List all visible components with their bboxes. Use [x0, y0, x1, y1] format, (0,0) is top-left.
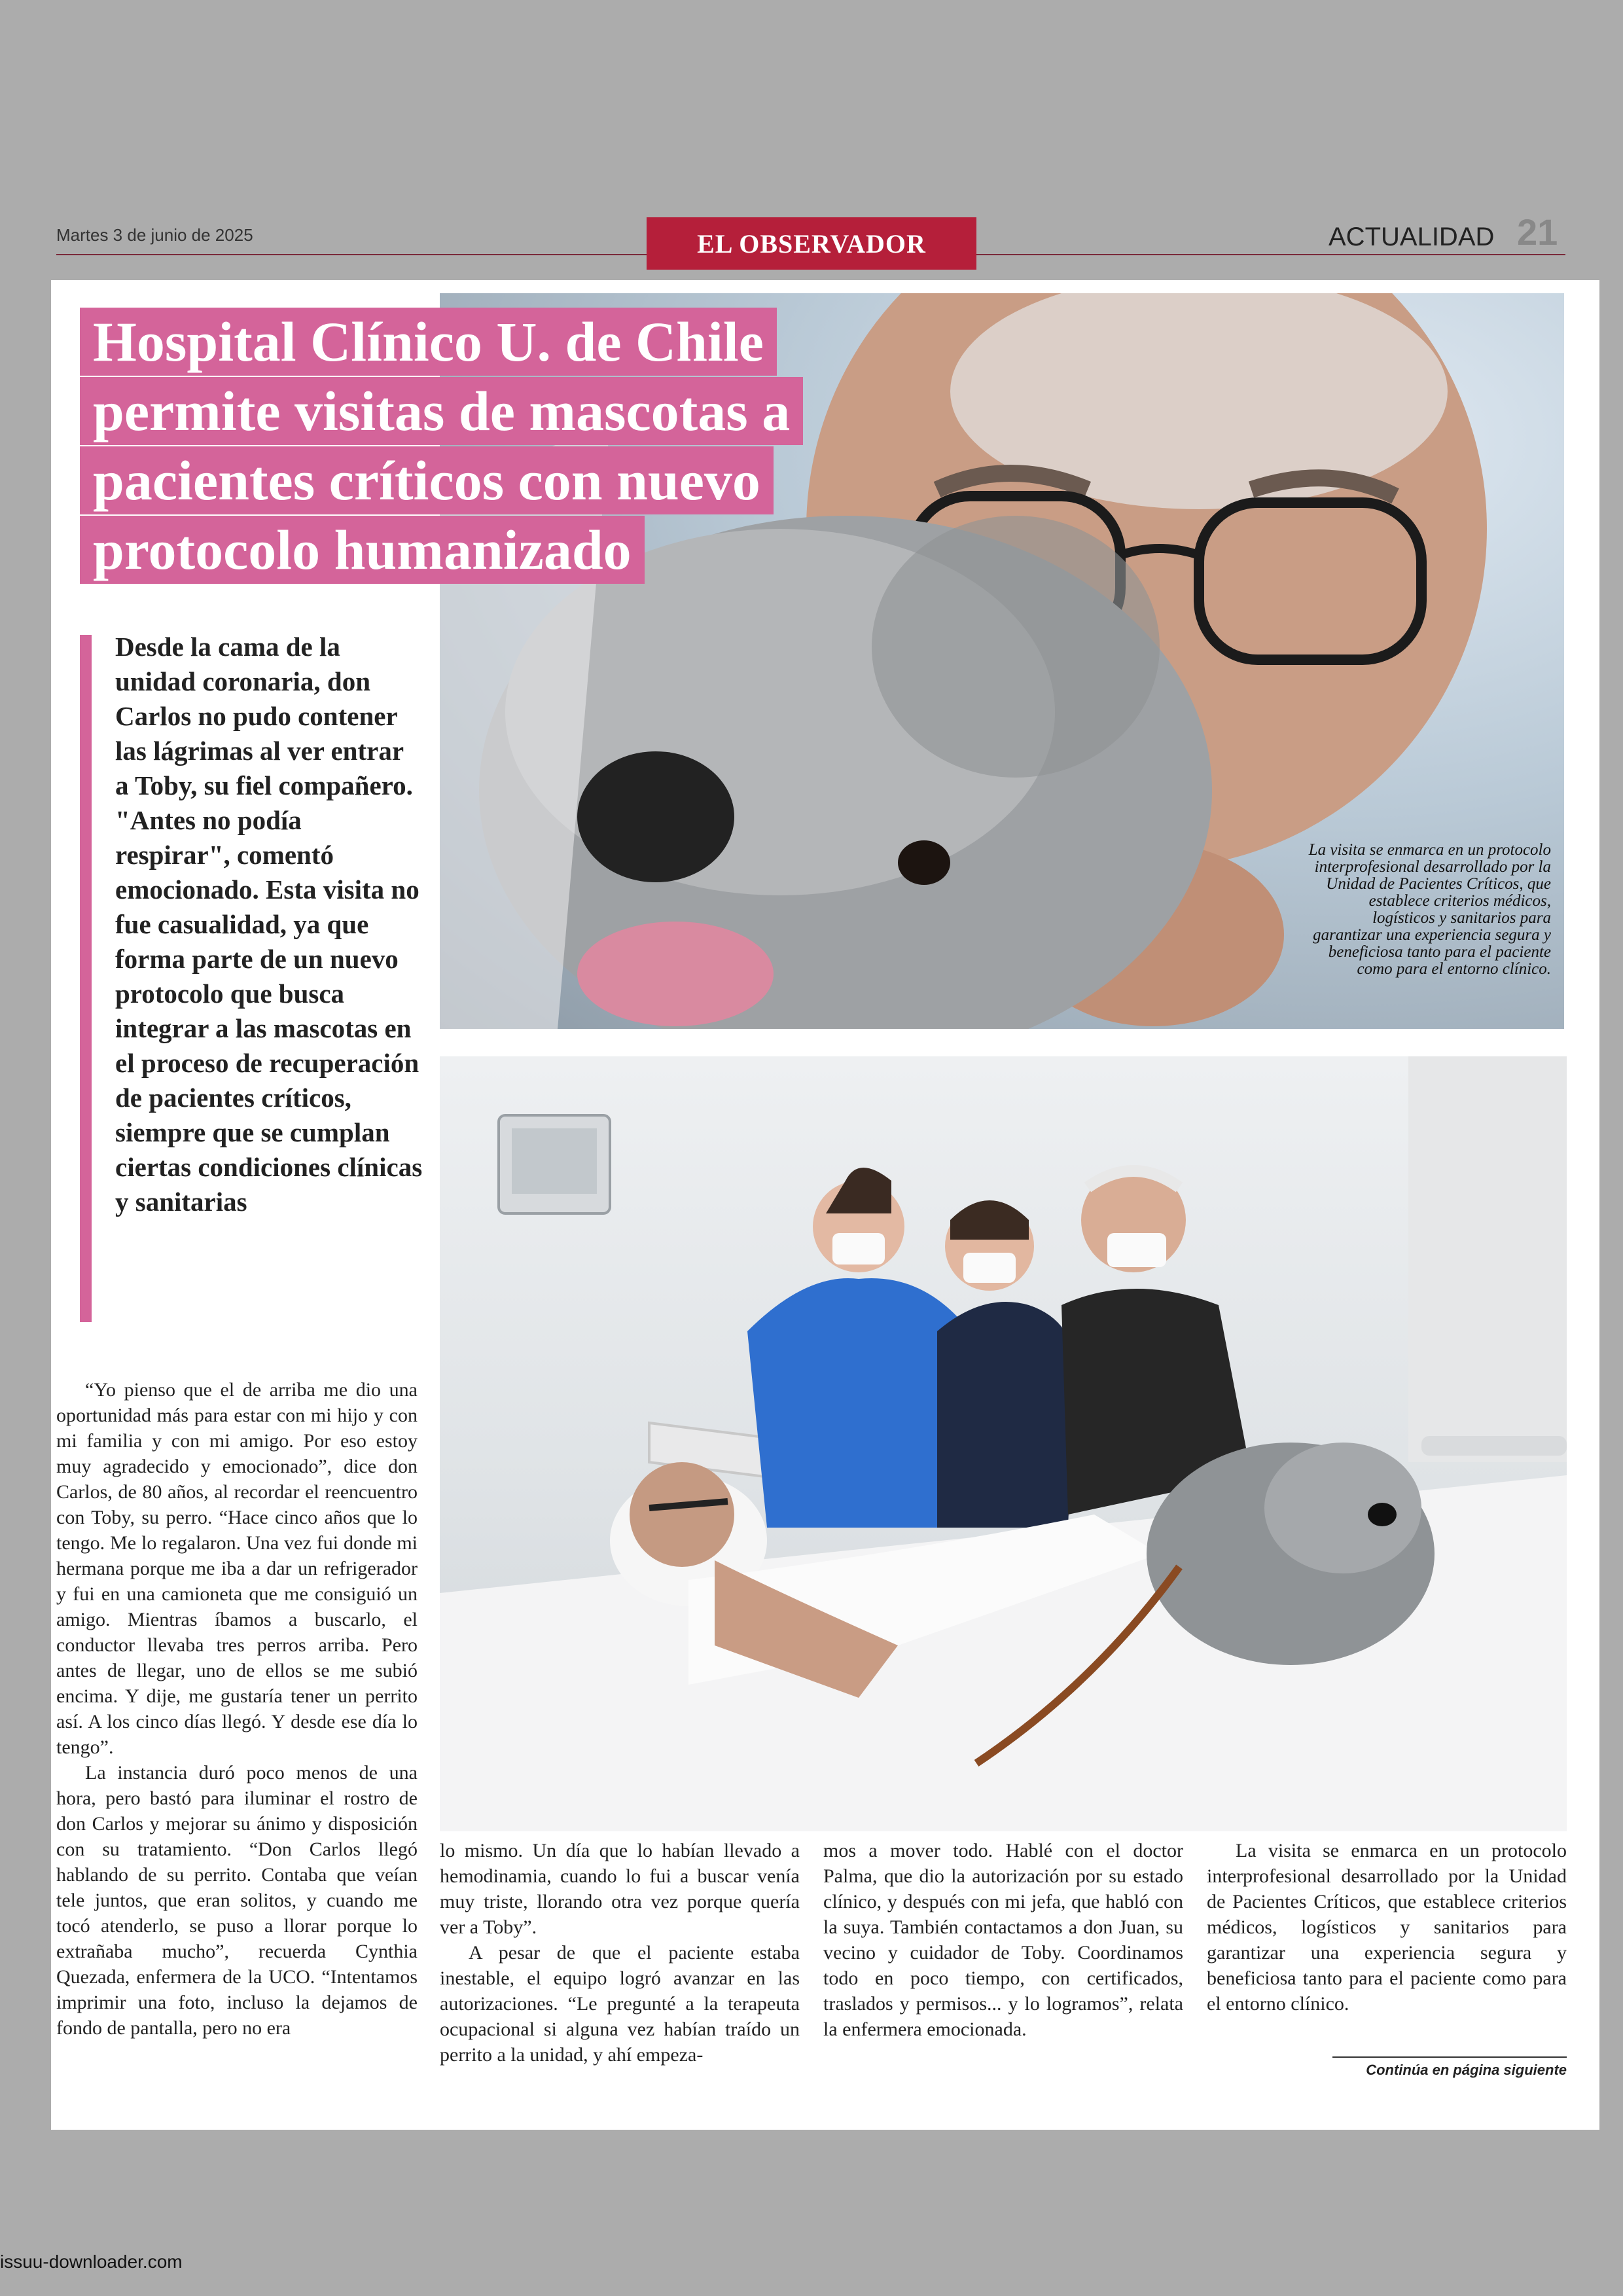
- headline-line: pacientes críticos con nuevo: [80, 446, 774, 514]
- section-label: ACTUALIDAD: [1329, 223, 1495, 251]
- watermark: issuu-downloader.com: [0, 2251, 183, 2272]
- headline: [80, 308, 803, 585]
- article-column-1: [56, 1377, 418, 2041]
- article-column-3: [823, 1838, 1183, 2042]
- lede: Desde la cama de la unidad coronaria, don Carlos no pudo contener las lágrimas al ver entrar a Toby, su fiel compañero. "Antes no podía respirar", comentó emocionado. Esta visita no fue casualidad, ya que forma parte de un nuevo protocolo que busca integrar a las mascotas en el proceso de recuperación de pacientes críticos, siempre que se cumplan ciertas condiciones clínicas y sanitarias: [115, 632, 423, 1217]
- headline-line: Hospital Clínico U. de Chile: [80, 308, 777, 376]
- lede-accent-bar: [80, 635, 92, 1322]
- page-number: 21: [1517, 211, 1558, 253]
- photo-patient-with-staff-and-dog: [440, 1056, 1567, 1831]
- continua-rule: [1332, 2056, 1567, 2058]
- headline-line: permite visitas de mascotas a: [80, 377, 803, 445]
- article-paragraph: A pesar de que el paciente estaba inestable, el equipo logró avanzar en las autorizaciones. “Le pregunté a la terapeuta ocupacional si alguna vez habían traído un perrito a la unidad, y ahí empeza-: [440, 1942, 800, 2066]
- article-paragraph: La instancia duró poco menos de una hora, pero bastó para iluminar el rostro de don Carlos y mejorar su ánimo y disposición con su tratamiento. “Don Carlos llegó hablando de su perrito. Contaba que veían tele juntos, que eran solitos, y cuando me tocó atenderlo, se puso a llorar porque lo extrañaba mucho”, recuerda Cynthia Quezada, enfermera de la UCO. “Intentamos imprimir una foto, incluso la dejamos de fondo de pantalla, pero no era: [56, 1762, 418, 2039]
- continued-on-next-page: Continúa en página siguiente: [1366, 2062, 1567, 2078]
- masthead-logo: EL OBSERVADOR: [647, 217, 976, 270]
- article-column-4: [1207, 1838, 1567, 2017]
- publication-date: Martes 3 de junio de 2025: [56, 225, 253, 245]
- article-paragraph: “Yo pienso que el de arriba me dio una oportunidad más para estar con mi hijo y con mi familia y con mi amigo. Por eso estoy muy agradecido y emocionado”, dice don Carlos, de 80 años, al recordar el reencuentro con Toby, su perro. “Hace cinco años que lo tengo. Me lo regalaron. Una vez fui donde mi hermana porque me iba a dar un refrigerador y fui en una camioneta que me consiguió un amigo. Mientras íbamos a buscarlo, el conductor llevaba tres perros arriba. Pero antes de llegar, uno de ellos se me subió encima. Y dije, me gustaría tener un perrito así. A los cinco días llegó. Y desde ese día lo tengo”.: [56, 1379, 418, 1758]
- article-paragraph: La visita se enmarca en un protocolo interprofesional desarrollado por la Unidad de Pacientes Críticos, que establece criterios médicos, logísticos y sanitarios para garantizar una experiencia segura y beneficiosa tanto para el paciente como para el entorno clínico.: [1207, 1840, 1567, 2015]
- article-column-2: [440, 1838, 800, 2068]
- article-paragraph: lo mismo. Un día que lo habían llevado a hemodinamia, cuando lo fui a buscar venía muy triste, llorando otra vez porque quería ver a Toby”.: [440, 1840, 800, 1938]
- photo-caption: La visita se enmarca en un protocolo interprofesional desarrollado por la Unidad de Pacientes Críticos, que establece criterios médicos, logísticos y sanitarios para garantizar una experiencia segura y beneficiosa tanto para el paciente como para el entorno clínico.: [1308, 841, 1551, 978]
- headline-line: protocolo humanizado: [80, 516, 645, 584]
- article-paragraph: mos a mover todo. Hablé con el doctor Palma, que dio la autorización por su estado clínico, y después con mi jefa, que habló con la suya. También contactamos a don Juan, su vecino y cuidador de Toby. Coordinamos todo en poco tiempo, con certificados, traslados y permisos... y lo logramos”, relata la enfermera emocionada.: [823, 1840, 1183, 2040]
